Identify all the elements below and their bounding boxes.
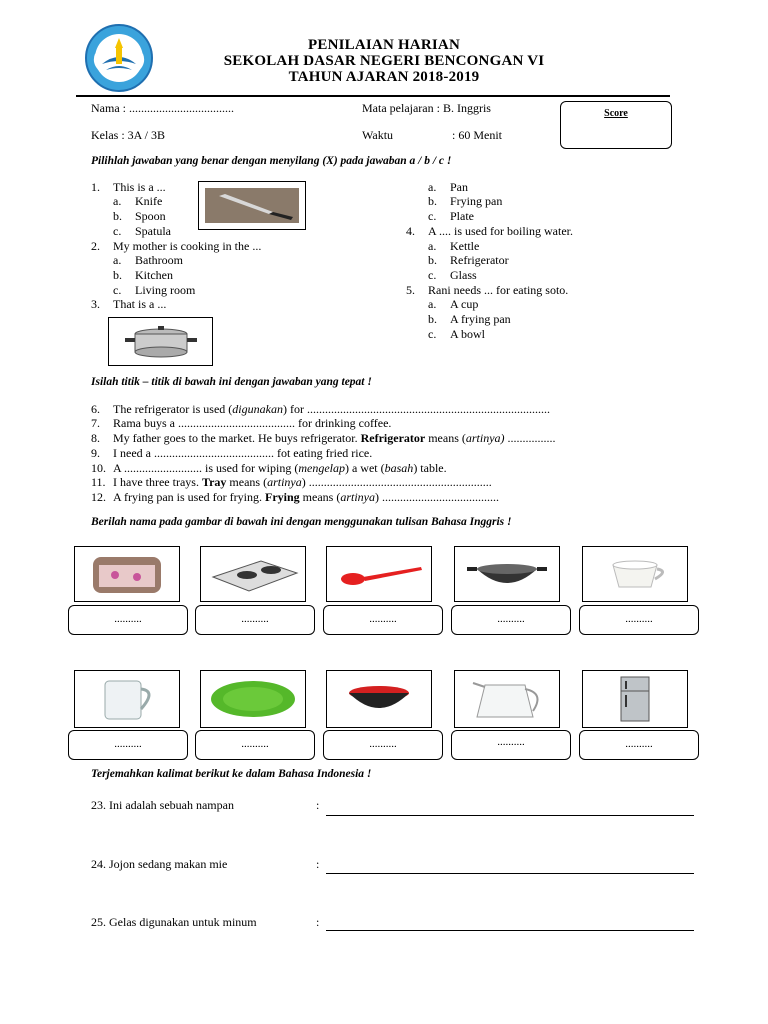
- q2-option-c: c. Living room: [113, 283, 196, 297]
- score-label: Score: [604, 108, 628, 119]
- answer-box-13[interactable]: ..........: [68, 605, 188, 635]
- question-6: 6. The refrigerator is used (digunakan) for .................................................................................: [91, 402, 550, 416]
- mug-picture: [74, 670, 180, 728]
- q3-option-c-text: Plate: [450, 209, 474, 223]
- question-5-text: Rani needs ... for eating soto.: [428, 283, 569, 297]
- q8-text-a: My father goes to the market. He buys refrigerator.: [113, 431, 358, 445]
- rice-cooker-icon: [75, 547, 179, 601]
- answer-box-21[interactable]: ..........: [451, 730, 571, 760]
- question-5: 5. Rani needs ... for eating soto.: [406, 283, 569, 297]
- glass-mug-icon: [75, 671, 179, 727]
- q10-text-c: ) table.: [413, 461, 447, 475]
- pot-picture: [108, 317, 213, 366]
- q4-option-a-text: Kettle: [450, 239, 480, 253]
- q1-option-a: a. Knife: [113, 194, 163, 208]
- q8-italic: artinya): [465, 431, 505, 445]
- plate-picture: [200, 670, 306, 728]
- q2-option-a-text: Bathroom: [135, 253, 183, 267]
- q9-text: I need a ........................................ fot eating fried rice.: [113, 446, 373, 460]
- q4-option-b: b. Refrigerator: [428, 253, 509, 267]
- time-label: Waktu: [362, 128, 394, 142]
- q12-text-c: ) .......................................: [374, 490, 499, 504]
- q3-option-a-text: Pan: [450, 180, 468, 194]
- q10-italic-2: basah: [384, 461, 414, 475]
- q5-option-c: c. A bowl: [428, 327, 486, 341]
- header-divider: [76, 95, 670, 97]
- question-24: 24. Jojon sedang makan mie: [91, 857, 228, 871]
- answer-box-19[interactable]: ..........: [195, 730, 315, 760]
- q5-option-b: b. A frying pan: [428, 312, 511, 326]
- q2-option-a: a. Bathroom: [113, 253, 183, 267]
- section3-instruction: Berilah nama pada gambar di bawah ini dengan menggunakan tulisan Bahasa Inggris !: [91, 516, 512, 528]
- q23-answer-line[interactable]: [326, 815, 694, 816]
- q25-colon: :: [316, 915, 320, 929]
- q2-option-b-text: Kitchen: [135, 268, 173, 282]
- stove-picture: [200, 546, 306, 602]
- question-2-text: My mother is cooking in the ...: [113, 239, 262, 253]
- question-3-text: That is a ...: [113, 297, 167, 311]
- section1-instruction: Pilihlah jawaban yang benar dengan menyilang (X) pada jawaban a / b / c !: [91, 155, 452, 167]
- kettle-picture: [454, 670, 560, 728]
- gas-stove-icon: [201, 547, 305, 601]
- q4-option-a: a. Kettle: [428, 239, 480, 253]
- q1-option-b-text: Spoon: [135, 209, 166, 223]
- q5-option-a-text: A cup: [450, 297, 479, 311]
- knife-picture: [198, 181, 306, 230]
- q11-text-c: ) .............................................................: [301, 475, 492, 489]
- q6-text-b: ) for .................................................................................: [282, 402, 550, 416]
- question-25: 25. Gelas digunakan untuk minum: [91, 915, 257, 929]
- q6-text-a: The refrigerator is used (: [113, 402, 233, 416]
- cooking-pot-icon: [109, 318, 212, 365]
- title-line-2: SEKOLAH DASAR NEGERI BENCONGAN VI: [223, 53, 545, 69]
- question-9: 9. I need a ........................................ fot eating fried rice.: [91, 446, 373, 460]
- q7-text: Rama buys a ....................................... for drinking coffee.: [113, 416, 392, 430]
- knife-icon: [199, 182, 305, 229]
- wok-icon: [455, 547, 559, 601]
- section4-instruction: Terjemahkan kalimat berikut ke dalam Bahasa Indonesia !: [91, 768, 372, 780]
- plate-icon: [201, 671, 305, 727]
- q11-text-b: means (: [229, 475, 268, 489]
- q10-italic: mengelap: [298, 461, 345, 475]
- wok-picture: [454, 546, 560, 602]
- q5-option-c-text: A bowl: [450, 327, 486, 341]
- q2-option-b: b. Kitchen: [113, 268, 173, 282]
- question-8: 8. My father goes to the market. He buys refrigerator. Refrigerator means (artinya) ................: [91, 431, 556, 445]
- q24-colon: :: [316, 857, 320, 871]
- q1-option-b: b. Spoon: [113, 209, 166, 223]
- question-7: 7. Rama buys a ....................................... for drinking coffee.: [91, 416, 392, 430]
- question-1: 1. This is a ...: [91, 180, 166, 194]
- refrigerator-picture: [582, 670, 688, 728]
- question-11: 11. I have three trays. Tray means (artinya) .............................................................: [91, 475, 492, 489]
- question-2: 2. My mother is cooking in the ...: [91, 239, 262, 253]
- rice-cooker-picture: [74, 546, 180, 602]
- answer-box-16[interactable]: ..........: [451, 605, 571, 635]
- title-line-3: TAHUN AJARAN 2018-2019: [288, 69, 480, 85]
- q12-text-a: A frying pan is used for frying.: [113, 490, 262, 504]
- q11-text-a: I have three trays.: [113, 475, 199, 489]
- q8-bold: Refrigerator: [360, 431, 426, 445]
- answer-box-17[interactable]: ..........: [579, 605, 699, 635]
- class-field: Kelas : 3A / 3B: [91, 128, 165, 142]
- refrigerator-icon: [583, 671, 687, 727]
- q10-text-b: ) a wet (: [344, 461, 385, 475]
- q3-option-c: c. Plate: [428, 209, 474, 223]
- section2-instruction: Isilah titik – titik di bawah ini dengan jawaban yang tepat !: [91, 376, 372, 388]
- cup-icon: [583, 547, 687, 601]
- q4-option-c-text: Glass: [450, 268, 477, 282]
- q23-colon: :: [316, 798, 320, 812]
- q5-option-a: a. A cup: [428, 297, 479, 311]
- q4-option-b-text: Refrigerator: [450, 253, 509, 267]
- cup-picture: [582, 546, 688, 602]
- question-4: 4. A .... is used for boiling water.: [406, 224, 573, 238]
- time-value: : 60 Menit: [452, 128, 502, 142]
- answer-box-20[interactable]: ..........: [323, 730, 443, 760]
- question-1-text: This is a ...: [113, 180, 166, 194]
- question-12: 12. A frying pan is used for frying. Frying means (artinya) .......................................: [91, 490, 499, 504]
- q10-text-a: A .......................... is used for wiping (: [113, 461, 299, 475]
- q3-option-b-text: Frying pan: [450, 194, 503, 208]
- title-line-1: PENILAIAN HARIAN: [308, 37, 460, 53]
- q11-italic: artinya: [267, 475, 302, 489]
- q3-option-a: a. Pan: [428, 180, 468, 194]
- name-field: Nama : ...................................: [91, 101, 234, 115]
- q8-text-c: ................: [507, 431, 556, 445]
- spoon-picture: [326, 546, 432, 602]
- answer-box-14[interactable]: ..........: [195, 605, 315, 635]
- q12-bold: Frying: [264, 490, 300, 504]
- question-23: 23. Ini adalah sebuah nampan: [91, 798, 234, 812]
- answer-box-18[interactable]: ..........: [68, 730, 188, 760]
- q2-option-c-text: Living room: [135, 283, 196, 297]
- q3-option-b: b. Frying pan: [428, 194, 503, 208]
- q5-option-b-text: A frying pan: [450, 312, 511, 326]
- q1-option-a-text: Knife: [135, 194, 163, 208]
- question-10: 10. A .......................... is used for wiping (mengelap) a wet (basah) table.: [91, 461, 447, 475]
- question-3: 3. That is a ...: [91, 297, 167, 311]
- q12-text-b: means (: [302, 490, 341, 504]
- subject-field: Mata pelajaran : B. Inggris: [362, 101, 491, 115]
- bowl-picture: [326, 670, 432, 728]
- glass-kettle-icon: [455, 671, 559, 727]
- q24-answer-line[interactable]: [326, 873, 694, 874]
- question-4-text: A .... is used for boiling water.: [428, 224, 573, 238]
- spoon-icon: [327, 547, 431, 601]
- bowl-icon: [327, 671, 431, 727]
- answer-box-22[interactable]: ..........: [579, 730, 699, 760]
- q11-bold: Tray: [201, 475, 227, 489]
- q25-answer-line[interactable]: [326, 930, 694, 931]
- q12-italic: artinya: [340, 490, 375, 504]
- q6-italic: digunakan: [232, 402, 283, 416]
- score-box: [560, 101, 672, 149]
- answer-box-15[interactable]: ..........: [323, 605, 443, 635]
- q4-option-c: c. Glass: [428, 268, 477, 282]
- q1-option-c-text: Spatula: [135, 224, 171, 238]
- q8-text-b: means (: [428, 431, 466, 445]
- q1-option-c: c. Spatula: [113, 224, 171, 238]
